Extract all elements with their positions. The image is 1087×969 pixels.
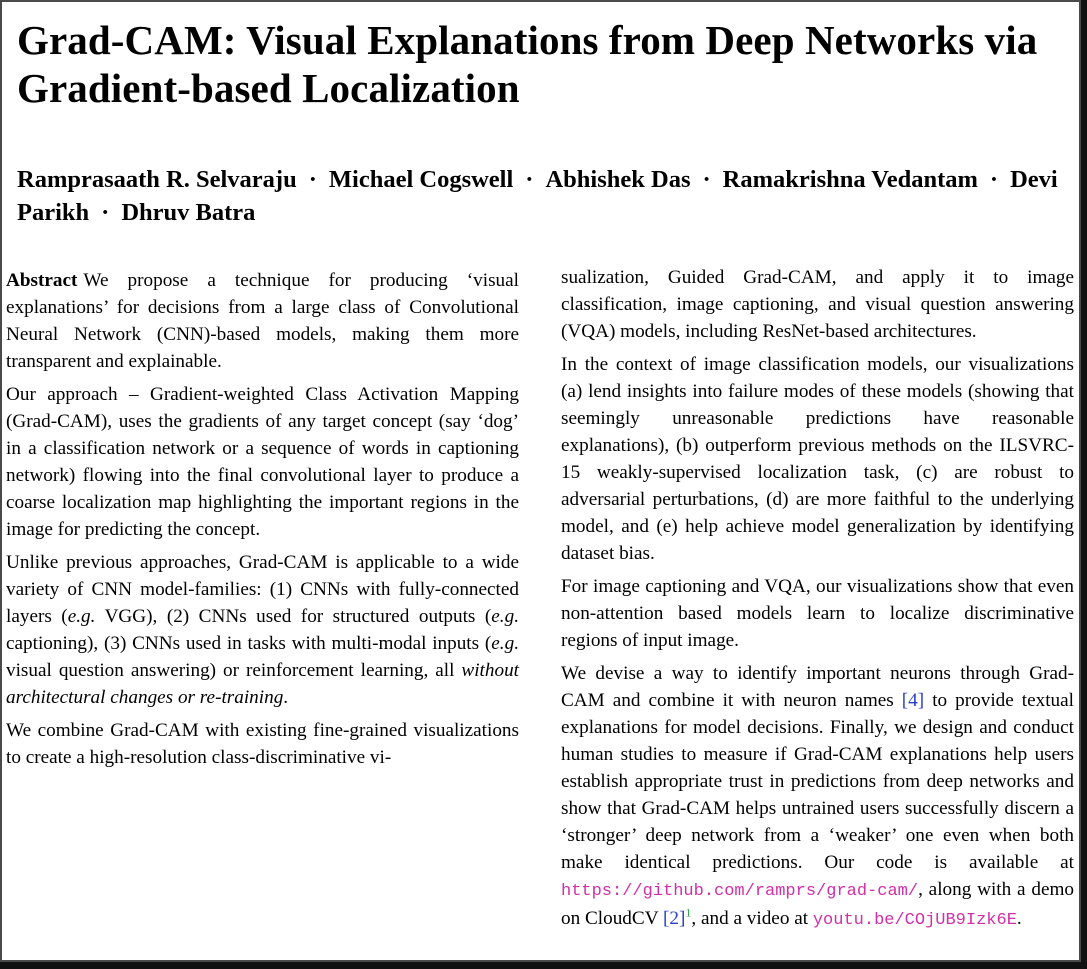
author-separator: · <box>101 199 110 226</box>
author-name: Devi Parikh <box>17 166 1058 226</box>
video-url-link[interactable]: youtu.be/COjUB9Izk6E <box>812 911 1017 930</box>
author-separator: · <box>525 166 534 193</box>
footnote-marker[interactable]: 1 <box>685 905 692 920</box>
eg-abbrev: e.g. <box>491 633 519 654</box>
applicability-paragraph <box>6 549 519 711</box>
text-run: Unlike previous approaches, Grad-CAM is applicable to a wide variety of CNN model-families: (1) CNNs with fully-connected layers ( <box>6 552 519 627</box>
text-run: , along with a demo on CloudCV <box>561 879 1074 929</box>
text-run: captioning), (3) CNNs used in tasks with multi-modal inputs ( <box>6 633 492 654</box>
classification-paragraph: In the context of image classification models, our visualizations (a) lend insights into failure modes of these models (showing that seemingly unreasonable predictions have reasonable explanations), (b) outperform previous methods on the ILSVRC-15 weakly-supervised localization task, (c) are robust to adversarial perturbations, (d) are more faithful to the underlying model, and (e) help achieve model generalization by identifying dataset bias. <box>561 354 1074 564</box>
text-run: . <box>283 687 289 708</box>
text-run: visual question answering) or reinforcement learning, all <box>6 660 462 681</box>
left-column <box>6 267 519 777</box>
text-run: We devise a way to identify important neurons through Grad-CAM and combine it with neuron names <box>561 663 1074 711</box>
author-separator: · <box>702 166 711 193</box>
neurons-paragraph <box>561 660 1074 934</box>
code-url-link[interactable]: https://github.com/ramprs/grad-cam/ <box>561 882 919 901</box>
author-list <box>17 163 1077 229</box>
abstract-paragraph <box>6 267 519 375</box>
eg-abbrev: e.g. <box>491 606 519 627</box>
text-run: . <box>1016 908 1022 929</box>
right-column <box>561 264 1074 940</box>
combine-paragraph: We combine Grad-CAM with existing fine-grained visualizations to create a high-resolution class-discriminative vi- <box>6 720 519 768</box>
author-name: Michael Cogswell <box>328 166 514 193</box>
text-run: , and a video at <box>691 908 813 929</box>
author-separator: · <box>989 166 999 193</box>
author-separator: · <box>308 166 317 193</box>
text-run: to provide textual explanations for model decisions. Finally, we design and conduct human studies to measure if Grad-CAM explanations help users establish appropriate trust in predictions from deep networks and show that Grad-CAM helps untrained users successfully discern a ‘stronger’ deep network from a ‘weaker’ one even when both make identical predictions. Our code is available at <box>561 690 1074 873</box>
citation-link-2[interactable]: [2] <box>663 908 686 929</box>
text-run: VGG), (2) CNNs used for structured outputs ( <box>95 606 492 627</box>
abstract-text: We propose a technique for producing ‘visual explanations’ for decisions from a large class of Convolutional Neural Network (CNN)-based models, making them more transparent and explainable. <box>6 270 519 372</box>
citation-link-4[interactable]: [4] <box>901 690 925 711</box>
abstract-label: Abstract <box>6 270 78 291</box>
approach-paragraph: Our approach – Gradient-weighted Class Activation Mapping (Grad-CAM), uses the gradients of any target concept (say ‘dog’ in a classification network or a sequence of words in captioning network) flowing into the final convolutional layer to produce a coarse localization map highlighting the important regions in the image for predicting the concept. <box>6 384 519 540</box>
emphasis-text: without architectural changes or re-training <box>6 660 519 708</box>
author-name: Ramakrishna Vedantam <box>722 166 978 193</box>
continuation-paragraph: sualization, Guided Grad-CAM, and apply it to image classification, image captioning, and visual question answering (VQA) models, including ResNet-based architectures. <box>561 267 1074 342</box>
author-name: Dhruv Batra <box>121 199 256 226</box>
author-name: Abhishek Das <box>545 166 691 193</box>
paper-title: Grad-CAM: Visual Explanations from Deep Networks via Gradient-based Localization <box>17 17 1038 111</box>
captioning-vqa-paragraph: For image captioning and VQA, our visualizations show that even non-attention based models learn to localize discriminative regions of input image. <box>561 576 1074 651</box>
eg-abbrev: e.g. <box>67 606 96 627</box>
author-name: Ramprasaath R. Selvaraju <box>17 166 297 193</box>
